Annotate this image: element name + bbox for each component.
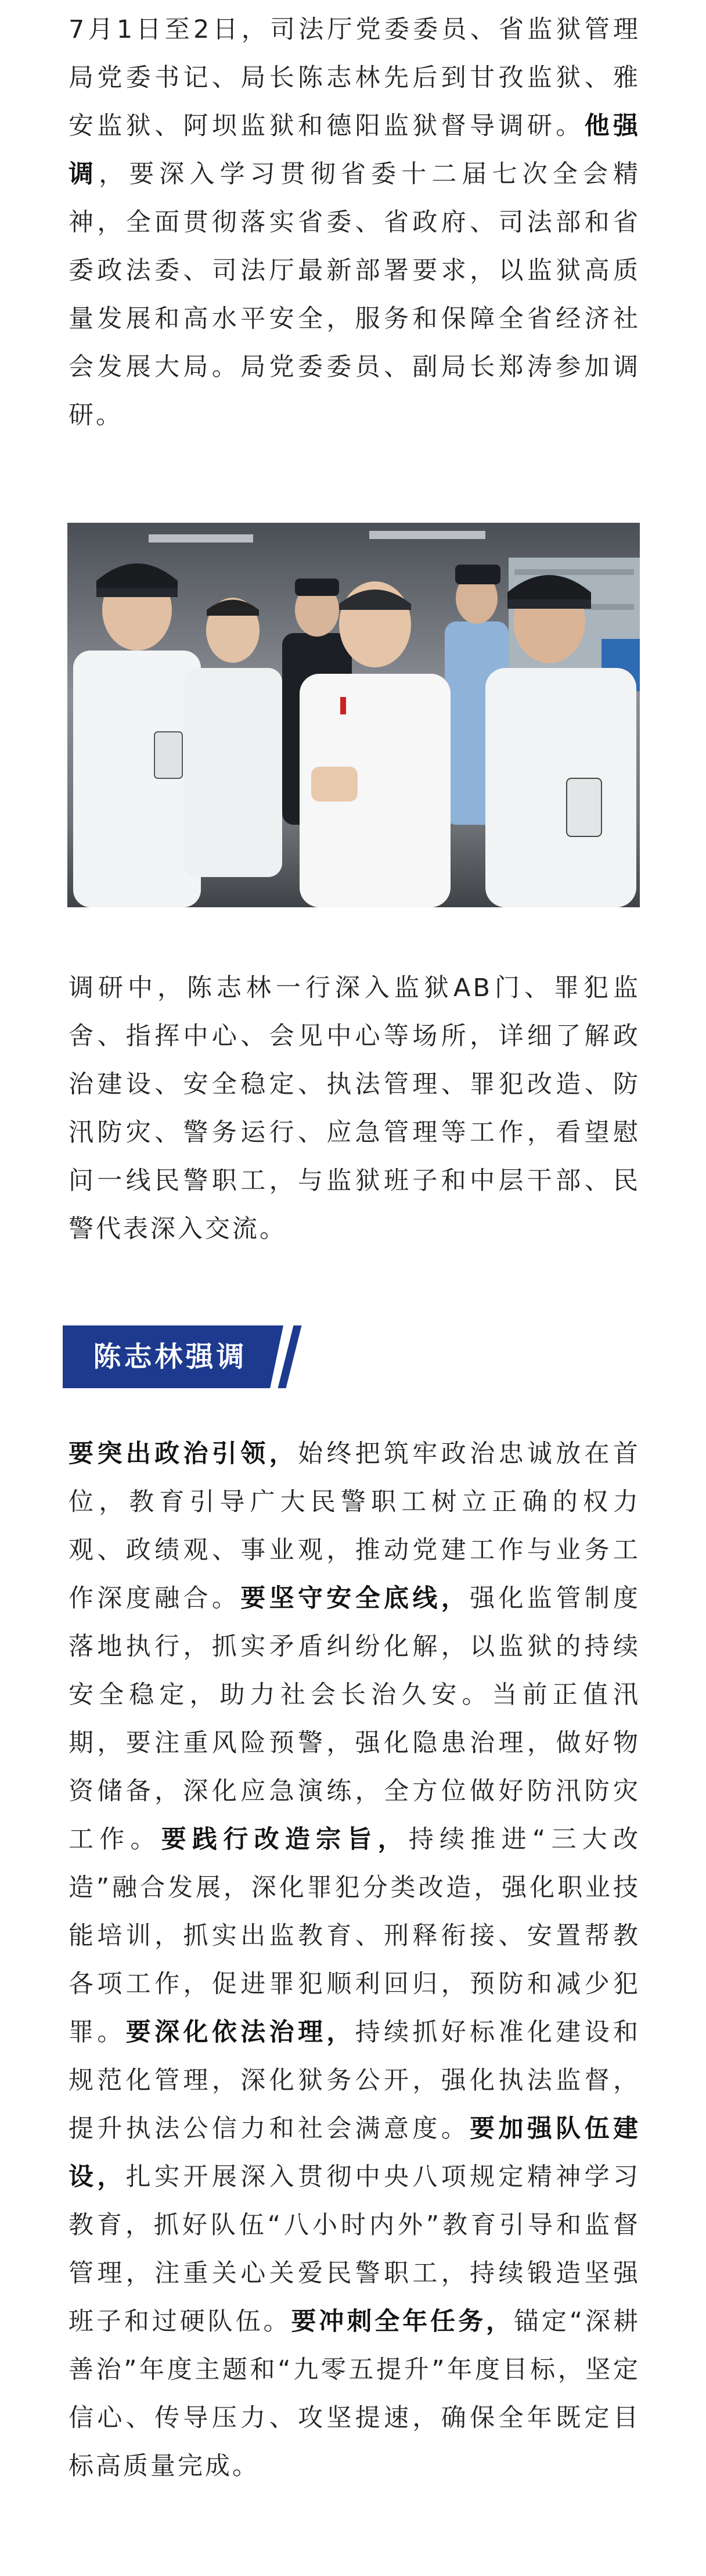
visit-paragraph: 调研中，陈志林一行深入监狱AB门、罪犯监舍、指挥中心、会见中心等场所，详细了解政治建设、安全稳定、执法管理、罪犯改造、防汛防灾、警务运行、应急管理等工作，看望慰问一线民警职工，与监狱班子和中层干部、民警代表深入交流。 xyxy=(69,973,640,1244)
emphasis-bold-6: 要冲刺全年任务， xyxy=(291,2307,514,2336)
section-heading-title: 陈志林强调 xyxy=(93,1341,247,1373)
emphasis-bold-4: 要深化依法治理， xyxy=(125,2018,355,2047)
section-heading xyxy=(63,1325,298,1388)
intro-bold-1: 他强调 xyxy=(69,112,641,189)
emphasis-text-3: 持续推进“三大改造”融合发展，深化罪犯分类改造，强化职业技能培训，抓实出监教育、刑释衔接、安置帮教各项工作，促进罪犯顺利回归，预防和减少犯罪。 xyxy=(69,1825,641,2047)
intro-text-2: ，要深入学习贯彻省委十二届七次全会精神，全面贯彻落实省委、省政府、司法部和省委政法委、司法厅最新部署要求，以监狱高质量发展和高水平安全，服务和保障全省经济社会发展大局。局党委委员、副局长郑涛参加调研。 xyxy=(69,160,641,430)
emphasis-text-4: 持续抓好标准化建设和规范化管理，深化狱务公开，强化执法监督，提升执法公信力和社会满意度。 xyxy=(69,2018,641,2143)
emphasis-text-2: 强化监管制度落地执行，抓实矛盾纠纷化解，以监狱的持续安全稳定，助力社会长治久安。当前正值汛期，要注重风险预警，强化隐患治理，做好物资储备，深化应急演练，全方位做好防汛防灾工作。 xyxy=(69,1584,641,1854)
section-heading-accent-stripe xyxy=(278,1325,302,1388)
emphasis-text-5: 扎实开展深入贯彻中央八项规定精神学习教育，抓好队伍“八小时内外”教育引导和监督管理，注重关心关爱民警职工，持续锻造坚强班子和过硬队伍。 xyxy=(69,2162,641,2336)
emphasis-bold-3: 要践行改造宗旨， xyxy=(161,1825,409,1854)
emphasis-text-1: 始终把筑牢政治忠诚放在首位，教育引导广大民警职工树立正确的权力观、政绩观、事业观，推动党建工作与业务工作深度融合。 xyxy=(69,1439,641,1613)
emphasis-text-6: 锚定“深耕善治”年度主题和“九零五提升”年度目标，坚定信心、传导压力、攻坚提速，确保全年既定目标高质量完成。 xyxy=(69,2307,641,2481)
emphasis-bold-2: 要坚守安全底线， xyxy=(240,1584,470,1613)
inspection-photo-illustration xyxy=(67,523,640,907)
intro-text-1: 7月1日至2日，司法厅党委委员、省监狱管理局党委书记、局长陈志林先后到甘孜监狱、雅安监狱、阿坝监狱和德阳监狱督导调研。 xyxy=(69,15,640,141)
intro-paragraph xyxy=(69,6,640,440)
emphasis-paragraph xyxy=(69,1430,640,2491)
emphasis-bold-5: 要加强队伍建设， xyxy=(69,2114,641,2191)
inspection-photo xyxy=(67,523,640,907)
emphasis-bold-1: 要突出政治引领， xyxy=(69,1439,298,1468)
